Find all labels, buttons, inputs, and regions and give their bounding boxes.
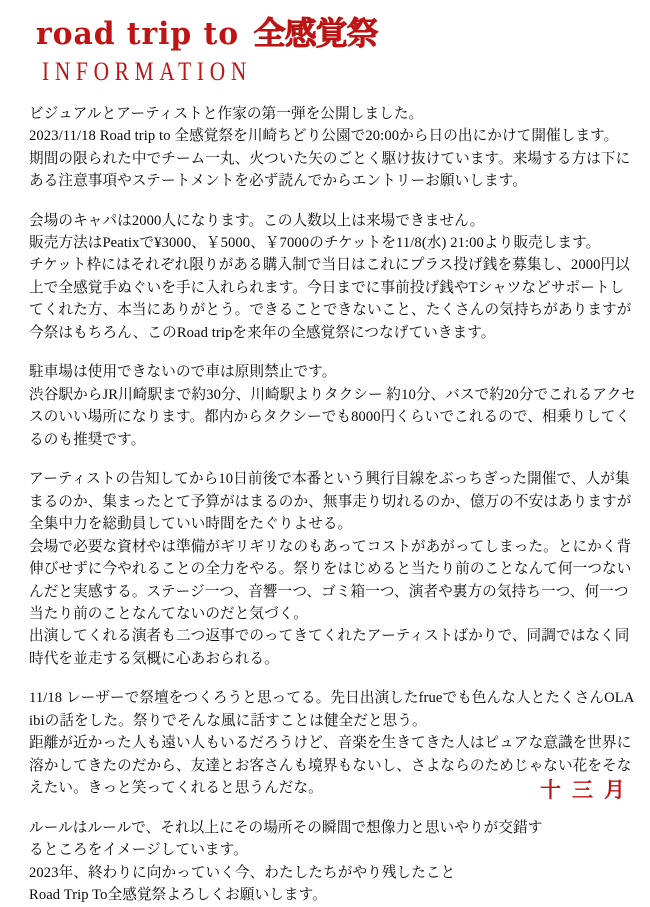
footer-mark-char: 月 xyxy=(604,777,636,802)
footer-mark xyxy=(540,774,636,804)
page-title-latin: road trip to xyxy=(36,16,240,52)
paragraph-line: チケット枠にはそれぞれ限りがある購入制で当日はこれにプラス投げ銭を募集し、2000円以上で全感覚手ぬぐいを手に入れられます。今日までに事前投げ銭やTシャツなどサポートしてくれた方、本当にありがとう。できることできないこと、たくさんの気持ちがありますが今祭はもちろん、このRoad tripを来年の全感覚祭につなげていきます。 xyxy=(29,257,632,341)
paragraph-line: 2023年、終わりに向かっていく今、わたしたちがやり残したこと xyxy=(29,864,456,881)
paragraph-line: 2023/11/18 Road trip to 全感覚祭を川崎ちどり公園で20:00から日の出にかけて開催します。 xyxy=(29,128,619,145)
paragraph-closing xyxy=(29,817,636,907)
paragraph-line: ルールはルールで、それ以上にその場所その瞬間で想像力と思いやりが交錯す xyxy=(29,819,543,836)
paragraph-line: アーティストの告知してから10日前後で本番という興行目線をぶっちぎった開催で、人が集まるのか、集まったとて予算がはまるのか、無事走り切れるのか、億万の不安はありますが全集中力を総動員していい時間をたぐりよせる。 xyxy=(29,471,632,533)
paragraph-line: 会場のキャパは2000人になります。この人数以上は来場できません。 xyxy=(29,212,485,229)
paragraph-line: 出演してくれる演者も二つ返事でのってきてくれたアーティストばかりで、同調ではなく同時代を並走する気概に心あおられる。 xyxy=(29,628,630,667)
paragraph-line: 駐車場は使用できないので車は原則禁止です。 xyxy=(29,364,337,381)
page-header xyxy=(0,0,650,87)
paragraph-line: 期間の限られた中でチーム一丸、火ついた矢のごとく駆け抜けています。来場する方は下にある注意事項やステートメントを必ず読んでからエントリーお願いします。 xyxy=(29,150,631,190)
page-title xyxy=(36,16,650,53)
paragraph-line: 会場で必要な資材やは準備がギリギリなのもあってコストがあがってしまった。とにかく背伸びせずに今やれることの全力をやる。祭りをはじめると当たり前のことなんて何一つないんだと実感する。ステージ一つ、音響一つ、ゴミ箱一つ、演者や裏方の気持ち一つ、何一つ当たり前のことなんてないのだと気づく。 xyxy=(29,538,632,622)
page-title-japanese: 全感覚祭 xyxy=(253,14,378,52)
paragraph-line: 距離が近かった人も遠い人もいるだろうけど、音楽を生きてきた人はピュアな意識を世界に溶かしてきたのだから、友達とお客さんも境界もないし、さよならのためじゃない花をそなえたい。きっと笑ってくれると思うんだな。 xyxy=(29,735,632,797)
page-subtitle: INFORMATION xyxy=(42,56,253,86)
paragraph-line: 渋谷駅からJR川崎駅まで約30分、川崎駅よりタクシー 約10分、バスで約20分でこれるアクセスのいい場所になります。都内からタクシーでも8000円くらいでこれるので、相乗りしてくるのも推奨です。 xyxy=(29,386,636,448)
paragraph-line: Road Trip To全感覚祭よろしくお願いします。 xyxy=(29,887,327,904)
paragraph-capacity-tickets xyxy=(29,210,636,345)
paragraph-line: るところをイメージしています。 xyxy=(29,842,248,859)
paragraph-line: 販売方法はPeatixで¥3000、￥5000、￥7000のチケットを11/8(水) 21:00より販売します。 xyxy=(29,234,601,251)
paragraph-line: ビジュアルとアーティストと作家の第一弾を公開しました。 xyxy=(29,105,424,122)
footer-mark-char: 三 xyxy=(572,777,604,802)
paragraph-access xyxy=(29,361,636,451)
paragraph-intro xyxy=(29,103,636,193)
paragraph-line: 11/18 レーザーで祭壇をつくろうと思ってる。先日出演したfrueでも色んな人とたくさんOLAibiの話をした。祭りでそんな風に話すことは健全だと思う。 xyxy=(29,690,635,729)
paragraph-statement-1 xyxy=(29,468,636,670)
footer-mark-char: 十 xyxy=(540,777,572,802)
